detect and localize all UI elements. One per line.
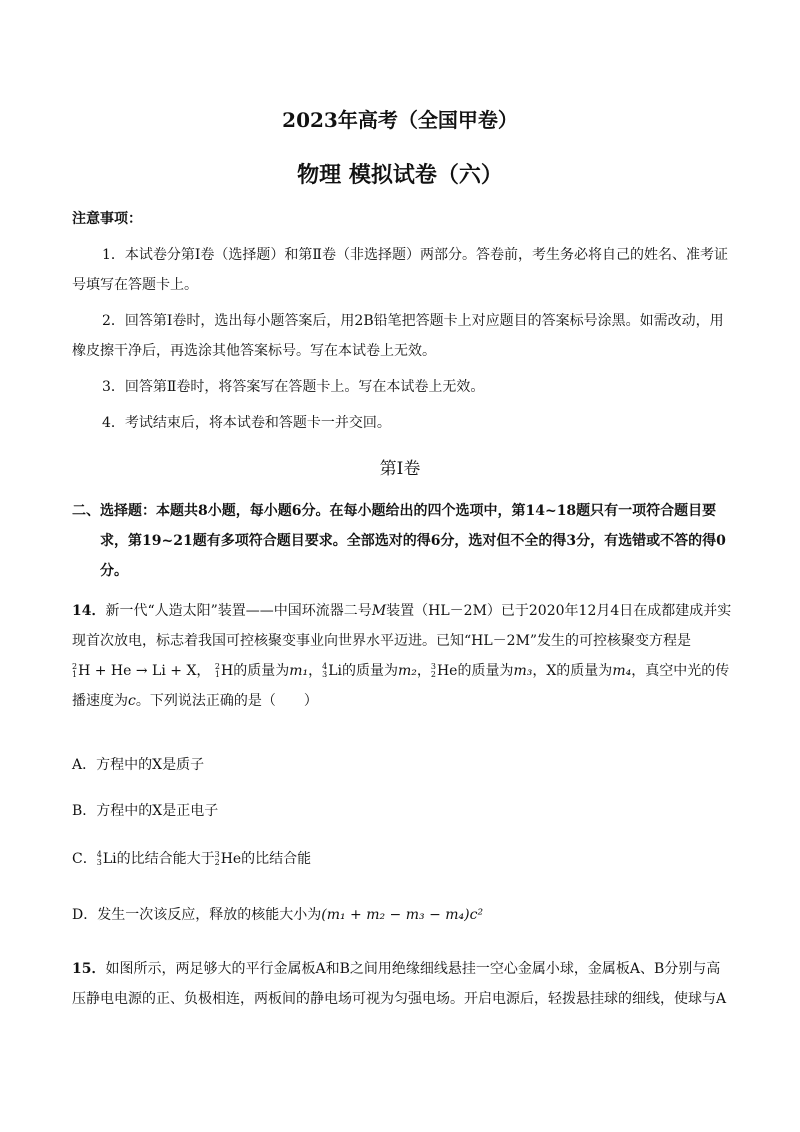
exam-subtitle: 物理 模拟试卷（六）: [297, 162, 503, 188]
q14-option-c: [72, 848, 311, 868]
fusion-equation: H + He → Li + X，: [78, 663, 211, 679]
volume-heading: 第Ⅰ卷: [379, 459, 421, 479]
q14-option-a: A．方程中的X是质子: [72, 757, 205, 773]
notice-item-2: 2．回答第Ⅰ卷时，选出每小题答案后，用2B铅笔把答题卡上对应题目的答案标号涂黑。如需改动，用橡皮擦干净后，再选涂其他答案标号。写在本试卷上无效。: [72, 313, 724, 359]
nuclide-H2-b: 2 1: [214, 662, 220, 679]
q15-number: 15．: [72, 961, 106, 977]
mass-li-label: Li的质量为: [328, 663, 398, 679]
m2: m₂: [397, 663, 417, 679]
exam-title: 2023年高考（全国甲卷）: [282, 108, 518, 132]
nuclide-H2: 2 1: [72, 662, 78, 679]
option-d-text: D．发生一次该反应，释放的核能大小为: [72, 907, 322, 923]
question-15: [72, 954, 734, 1014]
mass-he-label: He的质量为: [436, 663, 514, 679]
m3: m₃: [513, 663, 533, 679]
option-c-label: C．: [72, 851, 97, 867]
q14-option-d: [72, 904, 483, 924]
section-line-2: 求，第19~21题有多项符合题目要求。全部选对的得6分，选对但不全的得3分，有选错或不答的得0: [100, 533, 726, 549]
q14-number: 14．: [72, 603, 106, 619]
light-speed-text: 真空中光的传: [645, 663, 730, 679]
q14-stem-4b: 。下列说法正确的是（ ）: [135, 693, 318, 709]
q15-line-2: 压静电电源的正、负极相连，两板间的静电场可视为匀强电场。开启电源后，轻拨悬挂球的细线，使球与A: [72, 991, 727, 1007]
q15-line-1: [72, 954, 734, 984]
notice-item-3: 3．回答第Ⅱ卷时，将答案写在答题卡上。写在本试卷上无效。: [102, 379, 485, 395]
m4: m₄: [612, 663, 632, 679]
nuclide-Li4-c: 4 3: [96, 850, 102, 867]
section-line-1: 二、选择题：本题共8小题，每小题6分。在每小题给出的四个选项中，第14~18题只有一项符合题目要: [72, 503, 717, 519]
q14-option-b: B．方程中的X是正电子: [72, 803, 219, 819]
section-instructions: [72, 496, 736, 586]
option-c-end: He的比结合能: [220, 851, 312, 867]
option-c-mid: Li的比结合能大于: [102, 851, 215, 867]
q14-line-3: 2 1 H + He → Li + X， 2 1 H的质量为m₁， 4 3 Li的质量为m₂， 3 2 He的质量为m₃，X的质量为m₄，真空中光的传: [72, 656, 734, 686]
c-symbol: c: [128, 693, 136, 709]
notice-item-1: 1．本试卷分第Ⅰ卷（选择题）和第Ⅱ卷（非选择题）两部分。答卷前，考生务必将自己的姓名、准考证号填写在答题卡上。: [72, 247, 728, 293]
q14-stem-b: 装置（HL－2M）已于2020年12月4日在成都建成并实: [386, 603, 732, 619]
notice-item-4: 4．考试结束后，将本试卷和答题卡一并交回。: [102, 415, 391, 431]
question-14: [72, 596, 734, 716]
nuclide-Li4: 4 3: [322, 662, 328, 679]
nuclide-He3: 3 2: [430, 662, 436, 679]
mass-h-label: H的质量为: [220, 663, 290, 679]
q14-stem-4a: 播速度为: [72, 693, 128, 709]
q14-stem-m: M: [371, 603, 387, 619]
q15-text-1: 如图所示，两足够大的平行金属板A和B之间用绝缘细线悬挂一空心金属小球，金属板A、B分别与高: [105, 961, 721, 977]
q14-stem-a: 新一代“人造太阳”装置——中国环流器二号: [105, 603, 372, 619]
nuclide-He3-c: 3 2: [214, 850, 220, 867]
mass-x-label: X的质量为: [546, 663, 613, 679]
energy-formula: (m₁ + m₂ − m₃ − m₄)c²: [321, 907, 484, 923]
m1: m₁: [289, 663, 309, 679]
q14-line-4: [72, 686, 734, 716]
q14-line-1: [72, 596, 734, 626]
q14-line-2: 现首次放电，标志着我国可控核聚变事业向世界水平迈进。已知“HL－2M”发生的可控核聚变方程是: [72, 633, 692, 649]
section-line-3: 分。: [100, 563, 128, 579]
notice-heading: 注意事项：: [72, 211, 142, 227]
